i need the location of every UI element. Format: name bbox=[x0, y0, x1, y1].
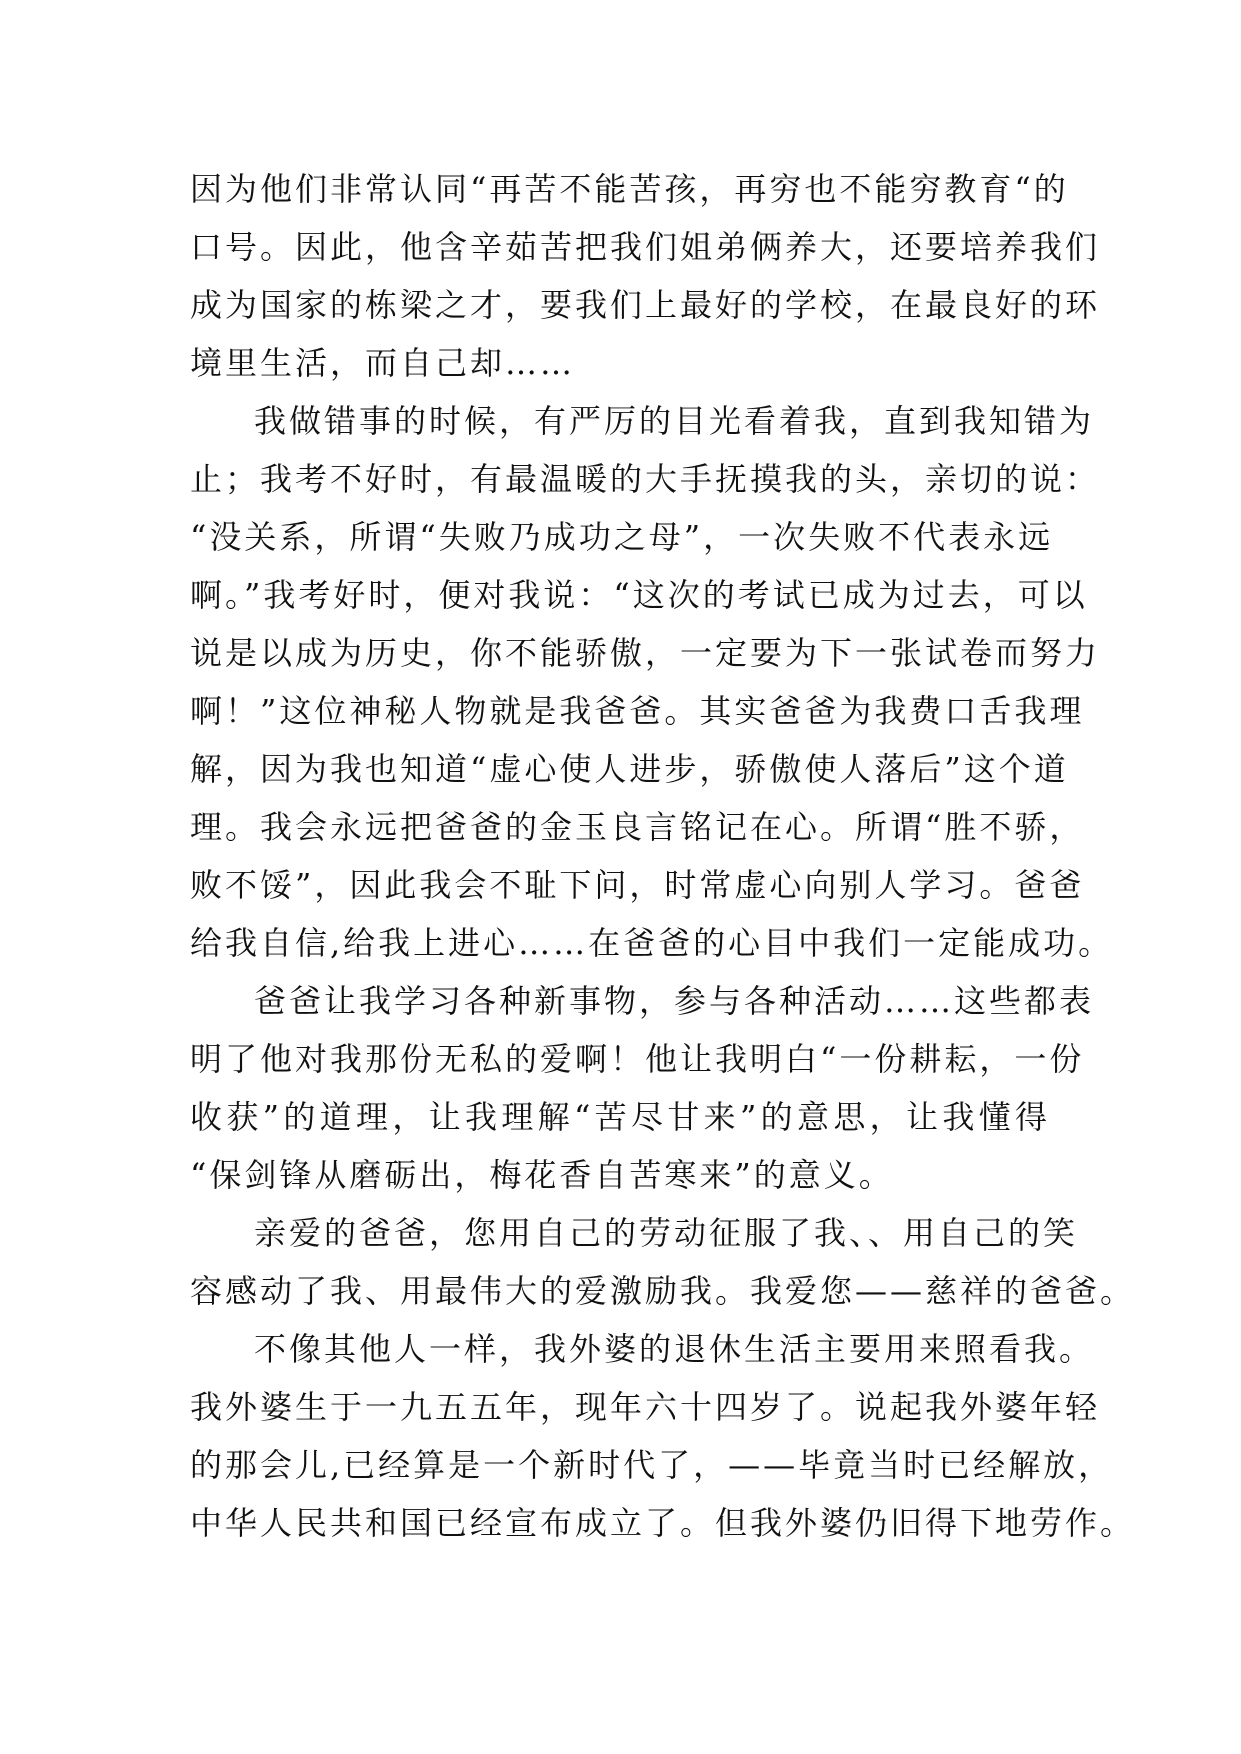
text-line: 成为国家的栋梁之才，要我们上最好的学校，在最良好的环 bbox=[190, 286, 1101, 324]
text-line: 止；我考不好时，有最温暖的大手抚摸我的头，亲切的说： bbox=[190, 460, 1101, 498]
document-page bbox=[190, 160, 1136, 1552]
text-line: 给我自信,给我上进心……在爸爸的心目中我们一定能成功。 bbox=[190, 924, 1114, 962]
text-line: 容感动了我、用最伟大的爱激励我。我爱您——慈祥的爸爸。 bbox=[190, 1272, 1136, 1310]
text-line: 理。我会永远把爸爸的金玉良言铭记在心。所谓“胜不骄， bbox=[190, 808, 1085, 846]
text-line: 说是以成为历史，你不能骄傲，一定要为下一张试卷而努力 bbox=[190, 634, 1101, 672]
text-line: 的那会儿,已经算是一个新时代了，——毕竟当时已经解放， bbox=[190, 1446, 1114, 1484]
text-line: 我做错事的时候，有严厉的目光看着我，直到我知错为 bbox=[254, 402, 1095, 440]
text-line: 解，因为我也知道“虚心使人进步，骄傲使人落后”这个道 bbox=[190, 750, 1069, 788]
text-line: 因为他们非常认同“再苦不能苦孩，再穷也不能穷教育“的 bbox=[190, 170, 1069, 208]
text-line: 不像其他人一样，我外婆的退休生活主要用来照看我。 bbox=[254, 1330, 1095, 1368]
text-line: 爸爸让我学习各种新事物，参与各种活动……这些都表 bbox=[254, 982, 1095, 1020]
text-line: 我外婆生于一九五五年，现年六十四岁了。说起我外婆年轻 bbox=[190, 1388, 1101, 1426]
text-line: 收获”的道理，让我理解“苦尽甘来”的意思，让我懂得 bbox=[190, 1098, 1050, 1136]
text-line: 中华人民共和国已经宣布成立了。但我外婆仍旧得下地劳作。 bbox=[190, 1504, 1136, 1542]
text-line: 明了他对我那份无私的爱啊！他让我明白“一份耕耘，一份 bbox=[190, 1040, 1085, 1078]
text-line: 境里生活，而自己却…… bbox=[190, 344, 576, 382]
text-line: “没关系，所谓“失败乃成功之母”，一次失败不代表永远 bbox=[190, 518, 1054, 556]
text-line: 败不馁”，因此我会不耻下问，时常虚心向别人学习。爸爸 bbox=[190, 866, 1085, 904]
text-line: 口号。因此，他含辛茹苦把我们姐弟俩养大，还要培养我们 bbox=[190, 228, 1101, 266]
text-line: “保剑锋从磨砺出，梅花香自苦寒来”的意义。 bbox=[190, 1156, 894, 1194]
text-line: 亲爱的爸爸，您用自己的劳动征服了我、、用自己的笑 bbox=[254, 1214, 1079, 1252]
text-line: 啊。”我考好时，便对我说：“这次的考试已成为过去，可以 bbox=[190, 576, 1088, 614]
text-line: 啊！”这位神秘人物就是我爸爸。其实爸爸为我费口舌我理 bbox=[190, 692, 1085, 730]
